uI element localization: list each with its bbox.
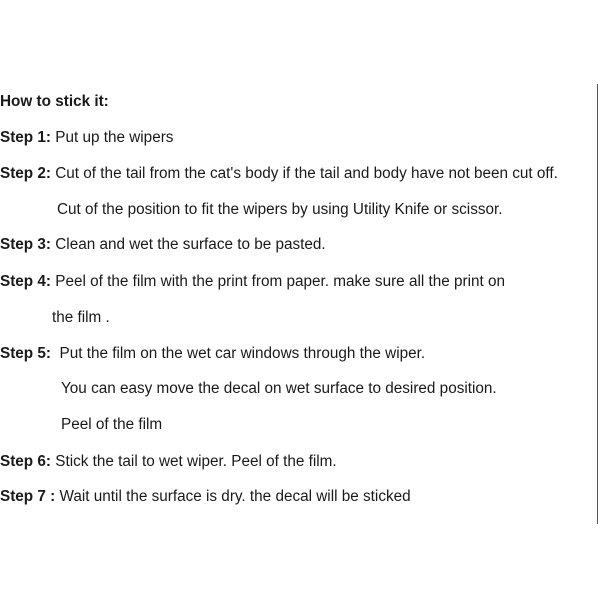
step-5-continuation: You can easy move the decal on wet surface to desired position. xyxy=(61,380,497,397)
step-4-continuation: the film . xyxy=(52,309,110,326)
step-label: Step 6: xyxy=(0,453,51,470)
page-edge-rule xyxy=(597,84,598,524)
step-3 xyxy=(0,235,326,255)
step-5 xyxy=(0,344,425,364)
step-4 xyxy=(0,272,505,292)
step-label: Step 1: xyxy=(0,129,51,146)
step-2-continuation: Cut of the position to fit the wipers by using Utility Knife or scissor. xyxy=(57,201,503,218)
document-heading: How to stick it: xyxy=(0,93,109,110)
step-label: Step 4: xyxy=(0,273,51,290)
step-6 xyxy=(0,452,337,472)
step-label: Step 5: xyxy=(0,345,51,362)
step-text: Put the film on the wet car windows through the wiper. xyxy=(51,345,426,362)
step-text: Wait until the surface is dry. the decal will be sticked xyxy=(55,488,411,505)
step-label: Step 7 : xyxy=(0,488,56,505)
step-5-continuation: Peel of the film xyxy=(61,416,163,433)
step-text: Stick the tail to wet wiper. Peel of the film. xyxy=(51,453,337,470)
step-2 xyxy=(0,164,558,184)
step-text: Clean and wet the surface to be pasted. xyxy=(51,236,326,253)
step-label: Step 3: xyxy=(0,236,51,253)
step-label: Step 2: xyxy=(0,165,51,182)
step-7 xyxy=(0,487,411,507)
step-text: Cut of the tail from the cat's body if the tail and body have not been cut off. xyxy=(51,165,558,182)
step-text: Peel of the film with the print from paper. make sure all the print on xyxy=(51,273,506,290)
step-1 xyxy=(0,128,173,148)
step-text: Put up the wipers xyxy=(51,129,174,146)
